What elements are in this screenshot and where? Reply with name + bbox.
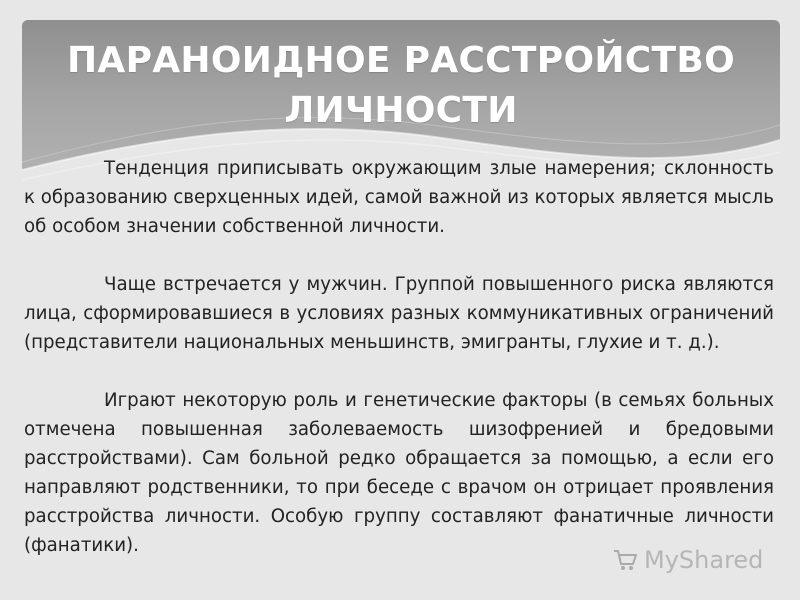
slide-title-line-1: ПАРАНОИДНОЕ РАССТРОЙСТВО <box>67 40 735 81</box>
watermark-text: MyShared <box>644 546 764 574</box>
paragraph-genetic-factors: Играют некоторую роль и генетические факторы (в семьях больных отмечена повышенная заболеваемость шизофренией и бредовыми расстройствами). Сам больной редко обращается за помощью, а если его направляют родственники, то при беседе с врачом он отрицает проявления расстройства личности. Особую группу составляют фанатичные личности (фанатики). <box>24 390 774 556</box>
slide-title <box>22 36 780 136</box>
cart-icon <box>612 547 638 573</box>
slide-body <box>24 154 774 589</box>
paragraph-risk-groups: Чаще встречается у мужчин. Группой повышенного риска являются лица, сформировавшиеся в условиях разных коммуникативных ограничений (представители национальных меньшинств, эмигранты, глухие и т. д.). <box>24 274 774 353</box>
slide-title-line-2: ЛИЧНОСТИ <box>284 90 518 131</box>
watermark <box>612 540 763 580</box>
paragraph-tendency: Тенденция приписывать окружающим злые намерения; склонность к образованию сверхценных идей, самой важной из которых является мысль об особом значении собственной личности. <box>24 158 774 237</box>
